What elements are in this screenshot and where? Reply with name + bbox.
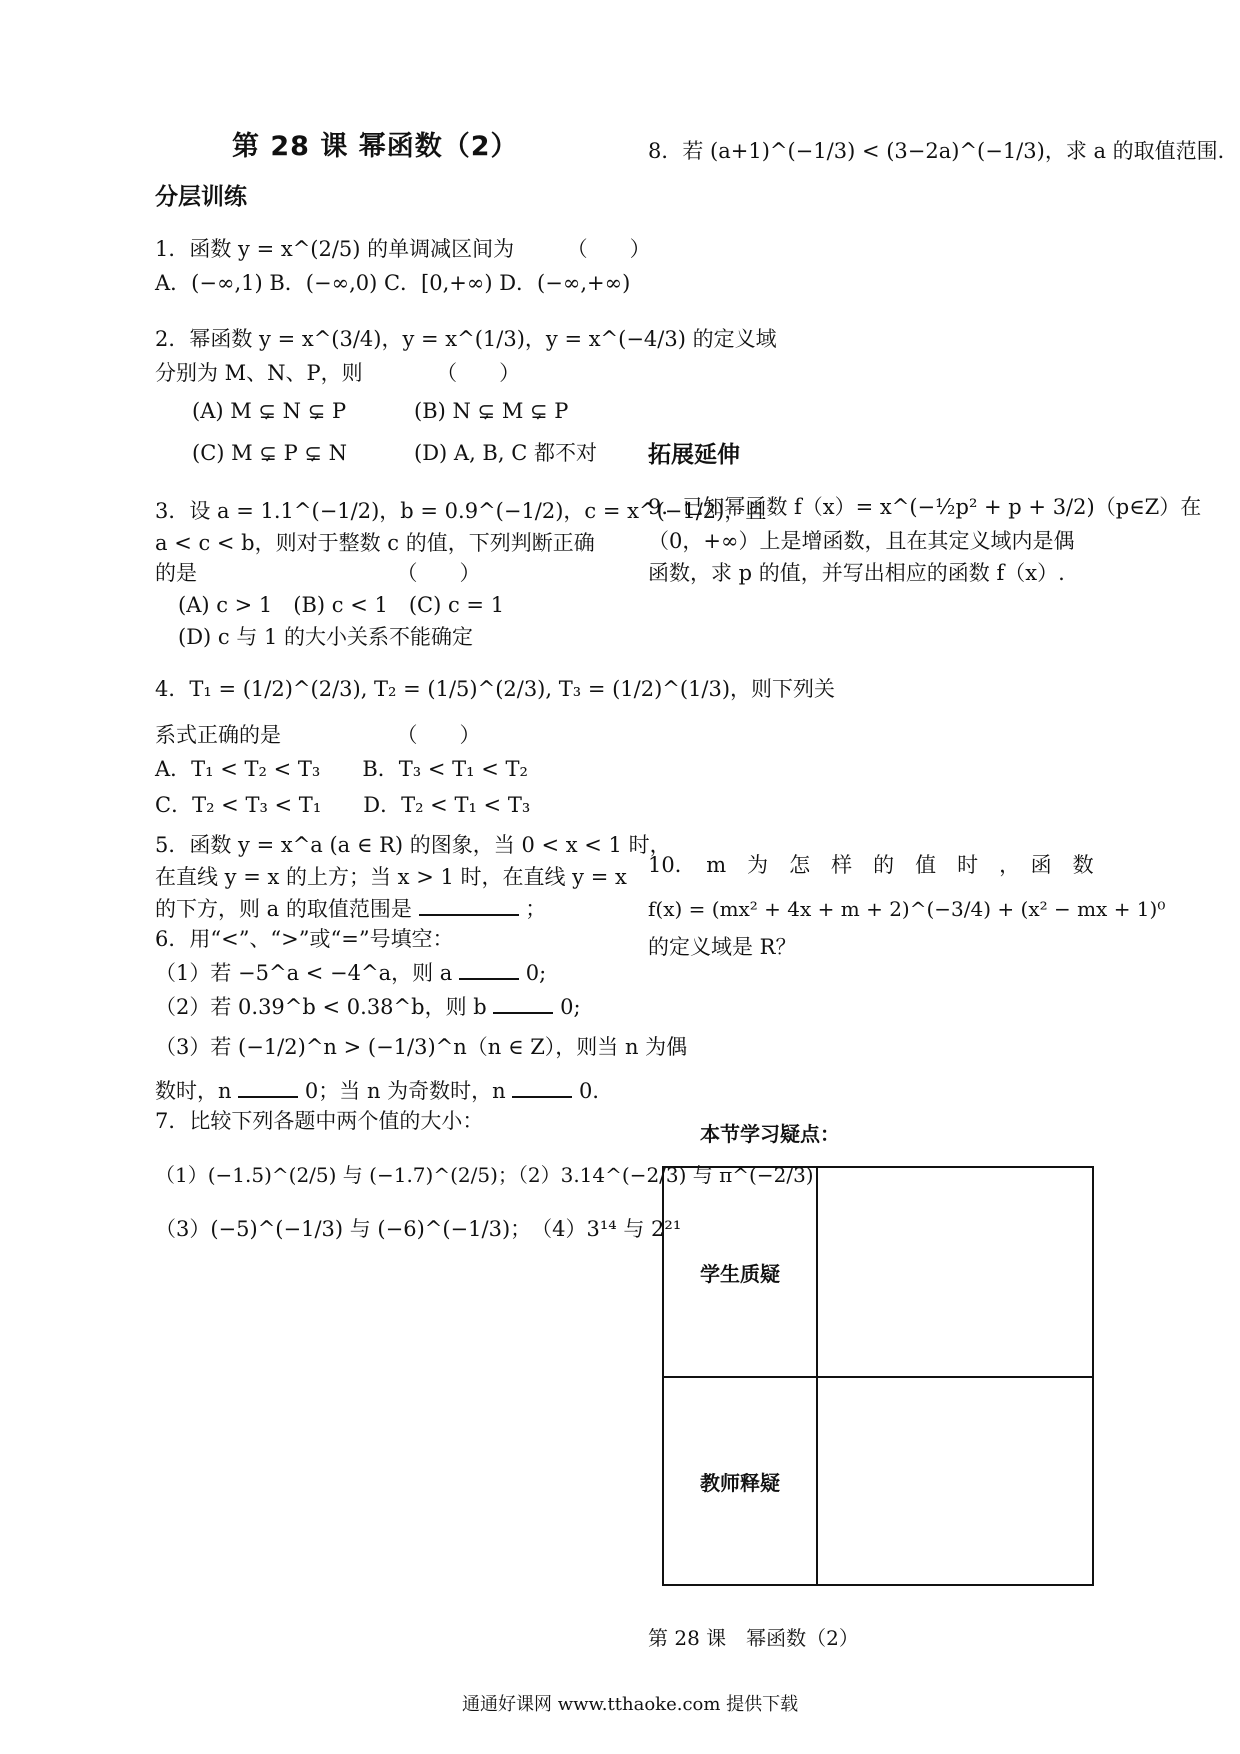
question-6-part-3-line-2 [155, 1074, 613, 1108]
answer-blank[interactable] [512, 1074, 572, 1098]
doubts-label-teacher: 教师释疑 [664, 1378, 818, 1584]
question-6-part-3-text-3: 0． [579, 1079, 614, 1103]
answer-blank[interactable] [459, 956, 519, 980]
question-5-line-1: 5．函数 y = x^a (a ∈ R) 的图象，当 0 < x < 1 时， [155, 833, 671, 857]
question-6-stem: 6．用“<”、“>”或“=”号填空： [155, 927, 454, 951]
doubts-label-student: 学生质疑 [664, 1168, 818, 1376]
question-4-options-cd: C．T₂ < T₃ < T₁ D．T₂ < T₁ < T₃ [155, 793, 531, 817]
question-2-option-d: (D) A, B, C 都不对 [414, 441, 597, 465]
question-7-line-1: （1）(−1.5)^(2/5) 与 (−1.7)^(2/5)；（2）3.14^(−2/3) 与 π^(−2/3) [155, 1163, 814, 1187]
question-2-option-a: (A) M ⊊ N ⊊ P [192, 399, 347, 423]
doubts-table [662, 1166, 1094, 1586]
question-6-part-2-end: 0; [560, 995, 581, 1019]
question-10-line-3: 的定义域是 R？ [648, 935, 797, 959]
question-4-stem-line-2: 系式正确的是 （ ） [155, 723, 481, 747]
question-10-line-1: 10． m 为 怎 样 的 值 时 ， 函 数 [648, 853, 1094, 877]
answer-blank[interactable] [238, 1074, 298, 1098]
doubts-heading: 本节学习疑点： [700, 1122, 840, 1146]
answer-blank[interactable] [493, 990, 553, 1014]
question-1-options: A．(−∞,1) B．(−∞,0) C．[0,+∞) D．(−∞,+∞) [155, 271, 631, 295]
doubts-row-student [664, 1168, 1092, 1378]
question-6-part-2 [155, 990, 581, 1024]
question-6-part-2-text: （2）若 0.39^b < 0.38^b，则 b [155, 995, 487, 1019]
question-6-part-3-text-1: 数时，n [155, 1079, 232, 1103]
question-5-line-3-end: ； [525, 897, 547, 921]
question-9-line-1: 9．已知幂函数 f（x）= x^(−½p² + p + 3/2)（p∈Z）在 [648, 495, 1202, 519]
question-6-part-3-line-1: （3）若 (−1/2)^n > (−1/3)^n（n ∈ Z），则当 n 为偶 [155, 1035, 688, 1059]
question-3-options-abc: (A) c > 1 (B) c < 1 (C) c = 1 [178, 593, 505, 617]
answer-blank[interactable] [419, 892, 519, 916]
question-2-stem-line-1: 2．幂函数 y = x^(3/4)，y = x^(1/3)，y = x^(−4/3) 的定义域 [155, 327, 777, 351]
question-4-stem-line-1: 4．T₁ = (1/2)^(2/3), T₂ = (1/5)^(2/3), T₃ = (1/2)^(1/3)，则下列关 [155, 677, 836, 701]
question-9-line-3: 函数，求 p 的值，并写出相应的函数 f（x）. [648, 561, 1065, 585]
question-6-part-3-text-2: 0；当 n 为奇数时，n [304, 1079, 506, 1103]
section-extension: 拓展延伸 [648, 442, 740, 468]
question-4-options-ab: A．T₁ < T₂ < T₃ B．T₃ < T₁ < T₂ [155, 757, 528, 781]
question-9-line-2: （0，+∞）上是增函数，且在其定义域内是偶 [648, 529, 1075, 553]
footer-site: 通通好课网 www.tthaoke.com 提供下载 [462, 1694, 799, 1715]
section-layered-training: 分层训练 [155, 184, 247, 210]
question-7-stem: 7．比较下列各题中两个值的大小： [155, 1109, 484, 1133]
question-6-part-1 [155, 956, 546, 990]
doubts-cell-teacher[interactable] [818, 1378, 1092, 1584]
question-5-line-3 [155, 892, 546, 926]
question-10-line-2: f(x) = (mx² + 4x + m + 2)^(−3/4) + (x² − mx + 1)⁰ [648, 897, 1166, 921]
doubts-row-teacher [664, 1378, 1092, 1584]
question-2-option-b: (B) N ⊊ M ⊊ P [414, 399, 569, 423]
question-6-part-1-end: 0; [525, 961, 547, 985]
question-2-option-c: (C) M ⊊ P ⊊ N [192, 441, 348, 465]
question-7-line-2: （3）(−5)^(−1/3) 与 (−6)^(−1/3)； （4）3¹⁴ 与 2²¹ [155, 1217, 682, 1241]
question-3-stem-line-3: 的是 （ ） [155, 561, 481, 585]
question-3-stem-line-1: 3．设 a = 1.1^(−1/2)，b = 0.9^(−1/2)，c = x^(−1/2)，且 [155, 499, 767, 523]
question-5-line-2: 在直线 y = x 的上方；当 x > 1 时，在直线 y = x [155, 865, 627, 889]
question-3-option-d: (D) c 与 1 的大小关系不能确定 [178, 625, 474, 649]
footer-lesson: 第 28 课 幂函数（2） [648, 1626, 859, 1650]
question-6-part-1-text: （1）若 −5^a < −4^a，则 a [155, 961, 453, 985]
question-8-text: 8．若 (a+1)^(−1/3) < (3−2a)^(−1/3)，求 a 的取值范围． [648, 139, 1239, 163]
question-3-stem-line-2: a < c < b，则对于整数 c 的值，下列判断正确 [155, 531, 595, 555]
doubts-cell-student[interactable] [818, 1168, 1092, 1376]
question-1-stem: 1．函数 y = x^(2/5) 的单调减区间为 （ ） [155, 237, 651, 261]
page-title: 第 28 课 幂函数（2） [232, 131, 519, 162]
question-5-line-3-text: 的下方，则 a 的取值范围是 [155, 897, 412, 921]
question-2-stem-line-2: 分别为 M、N、P，则 （ ） [155, 361, 521, 385]
